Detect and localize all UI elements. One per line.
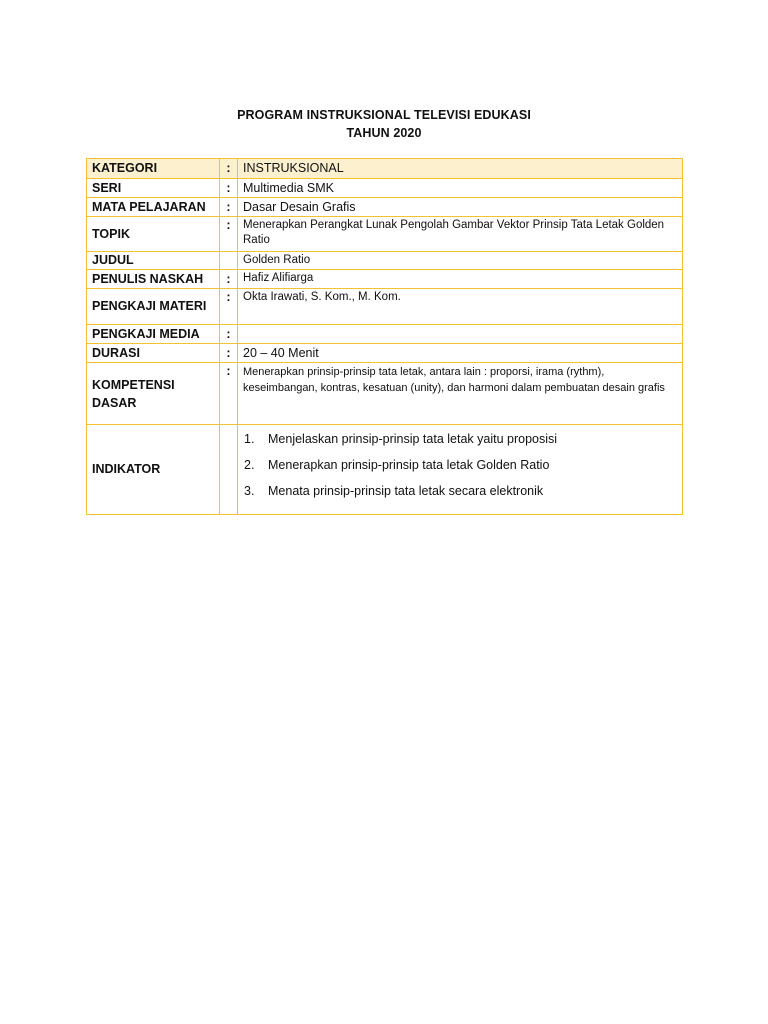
value-judul: Golden Ratio — [238, 252, 683, 270]
colon: : — [220, 344, 238, 363]
row-indikator — [87, 425, 683, 515]
list-text: Menerapkan prinsip-prinsip tata letak Golden Ratio — [268, 458, 550, 472]
list-item — [243, 432, 677, 447]
label-kompetensi-dasar — [87, 363, 220, 425]
colon — [220, 425, 238, 515]
label-judul: JUDUL — [87, 252, 220, 270]
row-durasi — [87, 344, 683, 363]
program-info-table — [86, 158, 683, 515]
label-pengkaji-media: PENGKAJI MEDIA — [87, 325, 220, 344]
value-pengkaji-media — [238, 325, 683, 344]
label-durasi: DURASI — [87, 344, 220, 363]
value-mata-pelajaran: Dasar Desain Grafis — [238, 198, 683, 217]
colon: : — [220, 270, 238, 289]
label-indikator: INDIKATOR — [87, 425, 220, 515]
list-item — [243, 458, 677, 473]
colon: : — [220, 179, 238, 198]
value-pengkaji-materi: Okta Irawati, S. Kom., M. Kom. — [238, 289, 683, 325]
colon: : — [220, 217, 238, 252]
label-pengkaji-materi: PENGKAJI MATERI — [87, 289, 220, 325]
value-penulis-naskah: Hafiz Alifiarga — [238, 270, 683, 289]
label-mata-pelajaran: MATA PELAJARAN — [87, 198, 220, 217]
value-seri: Multimedia SMK — [238, 179, 683, 198]
list-text: Menata prinsip-prinsip tata letak secara elektronik — [268, 484, 544, 498]
label-kategori: KATEGORI — [87, 159, 220, 179]
value-topik: Menerapkan Perangkat Lunak Pengolah Gambar Vektor Prinsip Tata Letak Golden Ratio — [238, 217, 683, 252]
list-number: 2. — [244, 458, 255, 472]
row-seri — [87, 179, 683, 198]
row-judul — [87, 252, 683, 270]
colon: : — [220, 325, 238, 344]
row-kompetensi-dasar — [87, 363, 683, 425]
document-title: PROGRAM INSTRUKSIONAL TELEVISI EDUKASI — [237, 108, 531, 122]
row-pengkaji-materi — [87, 289, 683, 325]
document-year: TAHUN 2020 — [346, 126, 422, 140]
row-mata-pelajaran — [87, 198, 683, 217]
list-number: 3. — [244, 484, 255, 498]
label-seri: SERI — [87, 179, 220, 198]
row-pengkaji-media — [87, 325, 683, 344]
value-durasi: 20 – 40 Menit — [238, 344, 683, 363]
indikator-list — [243, 432, 677, 499]
value-kompetensi-dasar: Menerapkan prinsip-prinsip tata letak, antara lain : proporsi, irama (rythm), keseimbangan, kontras, kesatuan (unity), dan harmoni dalam pembuatan desain grafis — [238, 363, 683, 425]
row-topik — [87, 217, 683, 252]
value-kategori: INSTRUKSIONAL — [238, 159, 683, 179]
list-number: 1. — [244, 432, 255, 446]
row-penulis-naskah — [87, 270, 683, 289]
colon — [220, 252, 238, 270]
list-item — [243, 484, 677, 499]
label-kompetensi-line2: DASAR — [92, 395, 137, 410]
colon: : — [220, 363, 238, 425]
label-penulis-naskah: PENULIS NASKAH — [87, 270, 220, 289]
colon: : — [220, 198, 238, 217]
colon: : — [220, 289, 238, 325]
colon: : — [220, 159, 238, 179]
list-text: Menjelaskan prinsip-prinsip tata letak yaitu proposisi — [268, 432, 558, 446]
row-kategori — [87, 159, 683, 179]
label-topik: TOPIK — [87, 217, 220, 252]
label-kompetensi-line1: KOMPETENSI — [92, 377, 175, 392]
value-indikator — [238, 425, 683, 515]
